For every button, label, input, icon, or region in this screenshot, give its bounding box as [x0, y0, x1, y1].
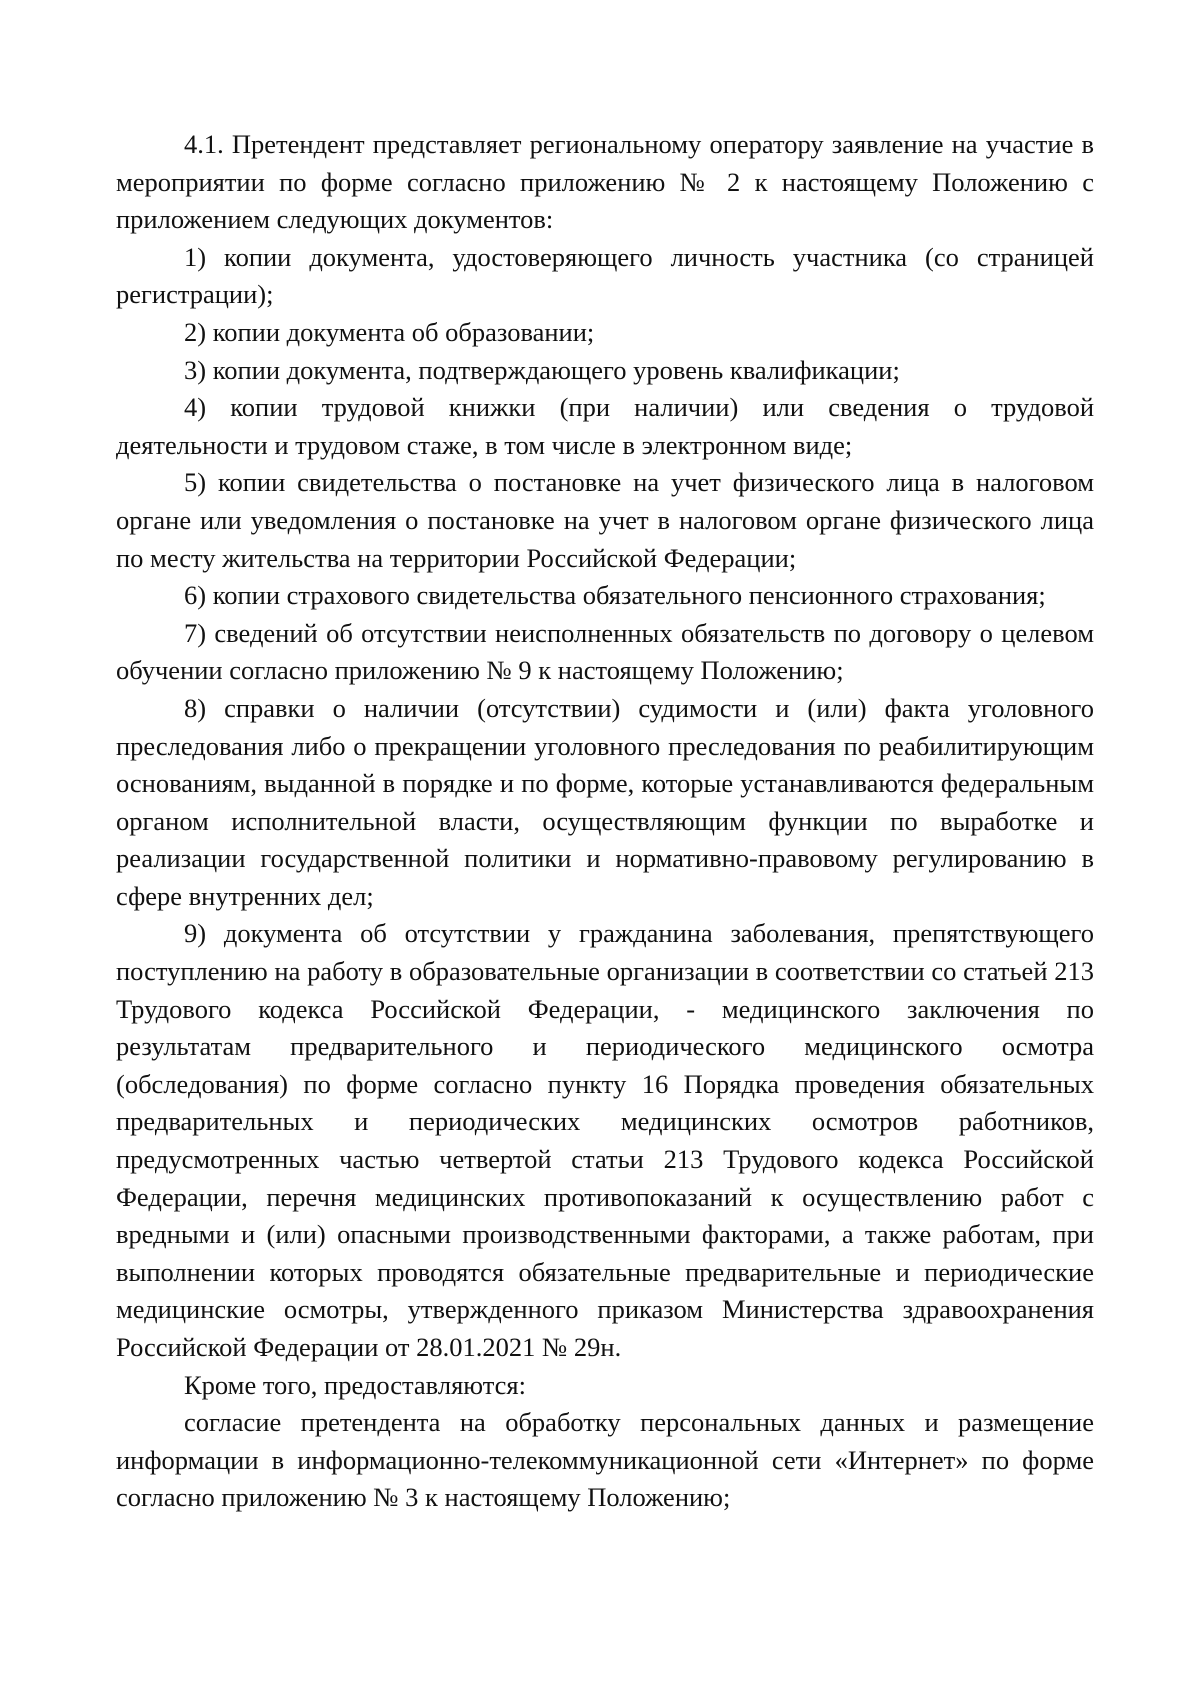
- consent-paragraph: согласие претендента на обработку персональных данных и размещение информации в информационно-телекоммуникационной сети «Интернет» по форме согласно приложению № 3 к настоящему Положению;: [116, 1407, 1094, 1513]
- list-item-8: 8) справки о наличии (отсутствии) судимости и (или) факта уголовного преследования либо о прекращении уголовного преследования по реабилитирующим основаниям, выданной в порядке и по форме, которые устанавливаются федеральным органом исполнительной власти, осуществляющим функции по выработке и реализации государственной политики и нормативно-правовому регулированию в сфере внутренних дел;: [116, 692, 1094, 911]
- list-item-4: 4) копии трудовой книжки (при наличии) или сведения о трудовой деятельности и трудовом стаже, в том числе в электронном виде;: [116, 392, 1094, 460]
- list-item-1: 1) копии документа, удостоверяющего личность участника (со страницей регистрации);: [116, 241, 1094, 310]
- paragraph-4-1: 4.1. Претендент представляет региональному оператору заявление на участие в мероприятии по форме согласно приложению № 2 к настоящему Положению с приложением следующих документов:: [116, 129, 1094, 235]
- list-item-6: 6) копии страхового свидетельства обязательного пенсионного страхования;: [184, 580, 1046, 611]
- list-item-2: 2) копии документа об образовании;: [184, 316, 595, 347]
- list-item-3: 3) копии документа, подтверждающего уровень квалификации;: [184, 354, 900, 385]
- additional-heading: Кроме того, предоставляются:: [184, 1369, 526, 1400]
- list-item-7: 7) сведений об отсутствии неисполненных обязательств по договору о целевом обучении согласно приложению № 9 к настоящему Положению;: [116, 617, 1094, 686]
- list-item-5: 5) копии свидетельства о постановке на учет физического лица в налоговом органе или уведомления о постановке на учет в налоговом органе физического лица по месту жительства на территории Российской Федерации;: [116, 467, 1094, 573]
- document-body: [116, 126, 1094, 1517]
- list-item-9: 9) документа об отсутствии у гражданина заболевания, препятствующего поступлению на работу в образовательные организации в соответствии со статьей 213 Трудового кодекса Российской Федерации, - медицинского заключения по результатам предварительного и периодического медицинского осмотра (обследования) по форме согласно пункту 16 Порядка проведения обязательных предварительных и периодических медицинских осмотров работников, предусмотренных частью четвертой статьи 213 Трудового кодекса Российской Федерации, перечня медицинских противопоказаний к осуществлению работ с вредными и (или) опасными производственными факторами, а также работам, при выполнении которых проводятся обязательные предварительные и периодические медицинские осмотры, утвержденного приказом Министерства здравоохранения Российской Федерации от 28.01.2021 № 29н.: [116, 918, 1094, 1362]
